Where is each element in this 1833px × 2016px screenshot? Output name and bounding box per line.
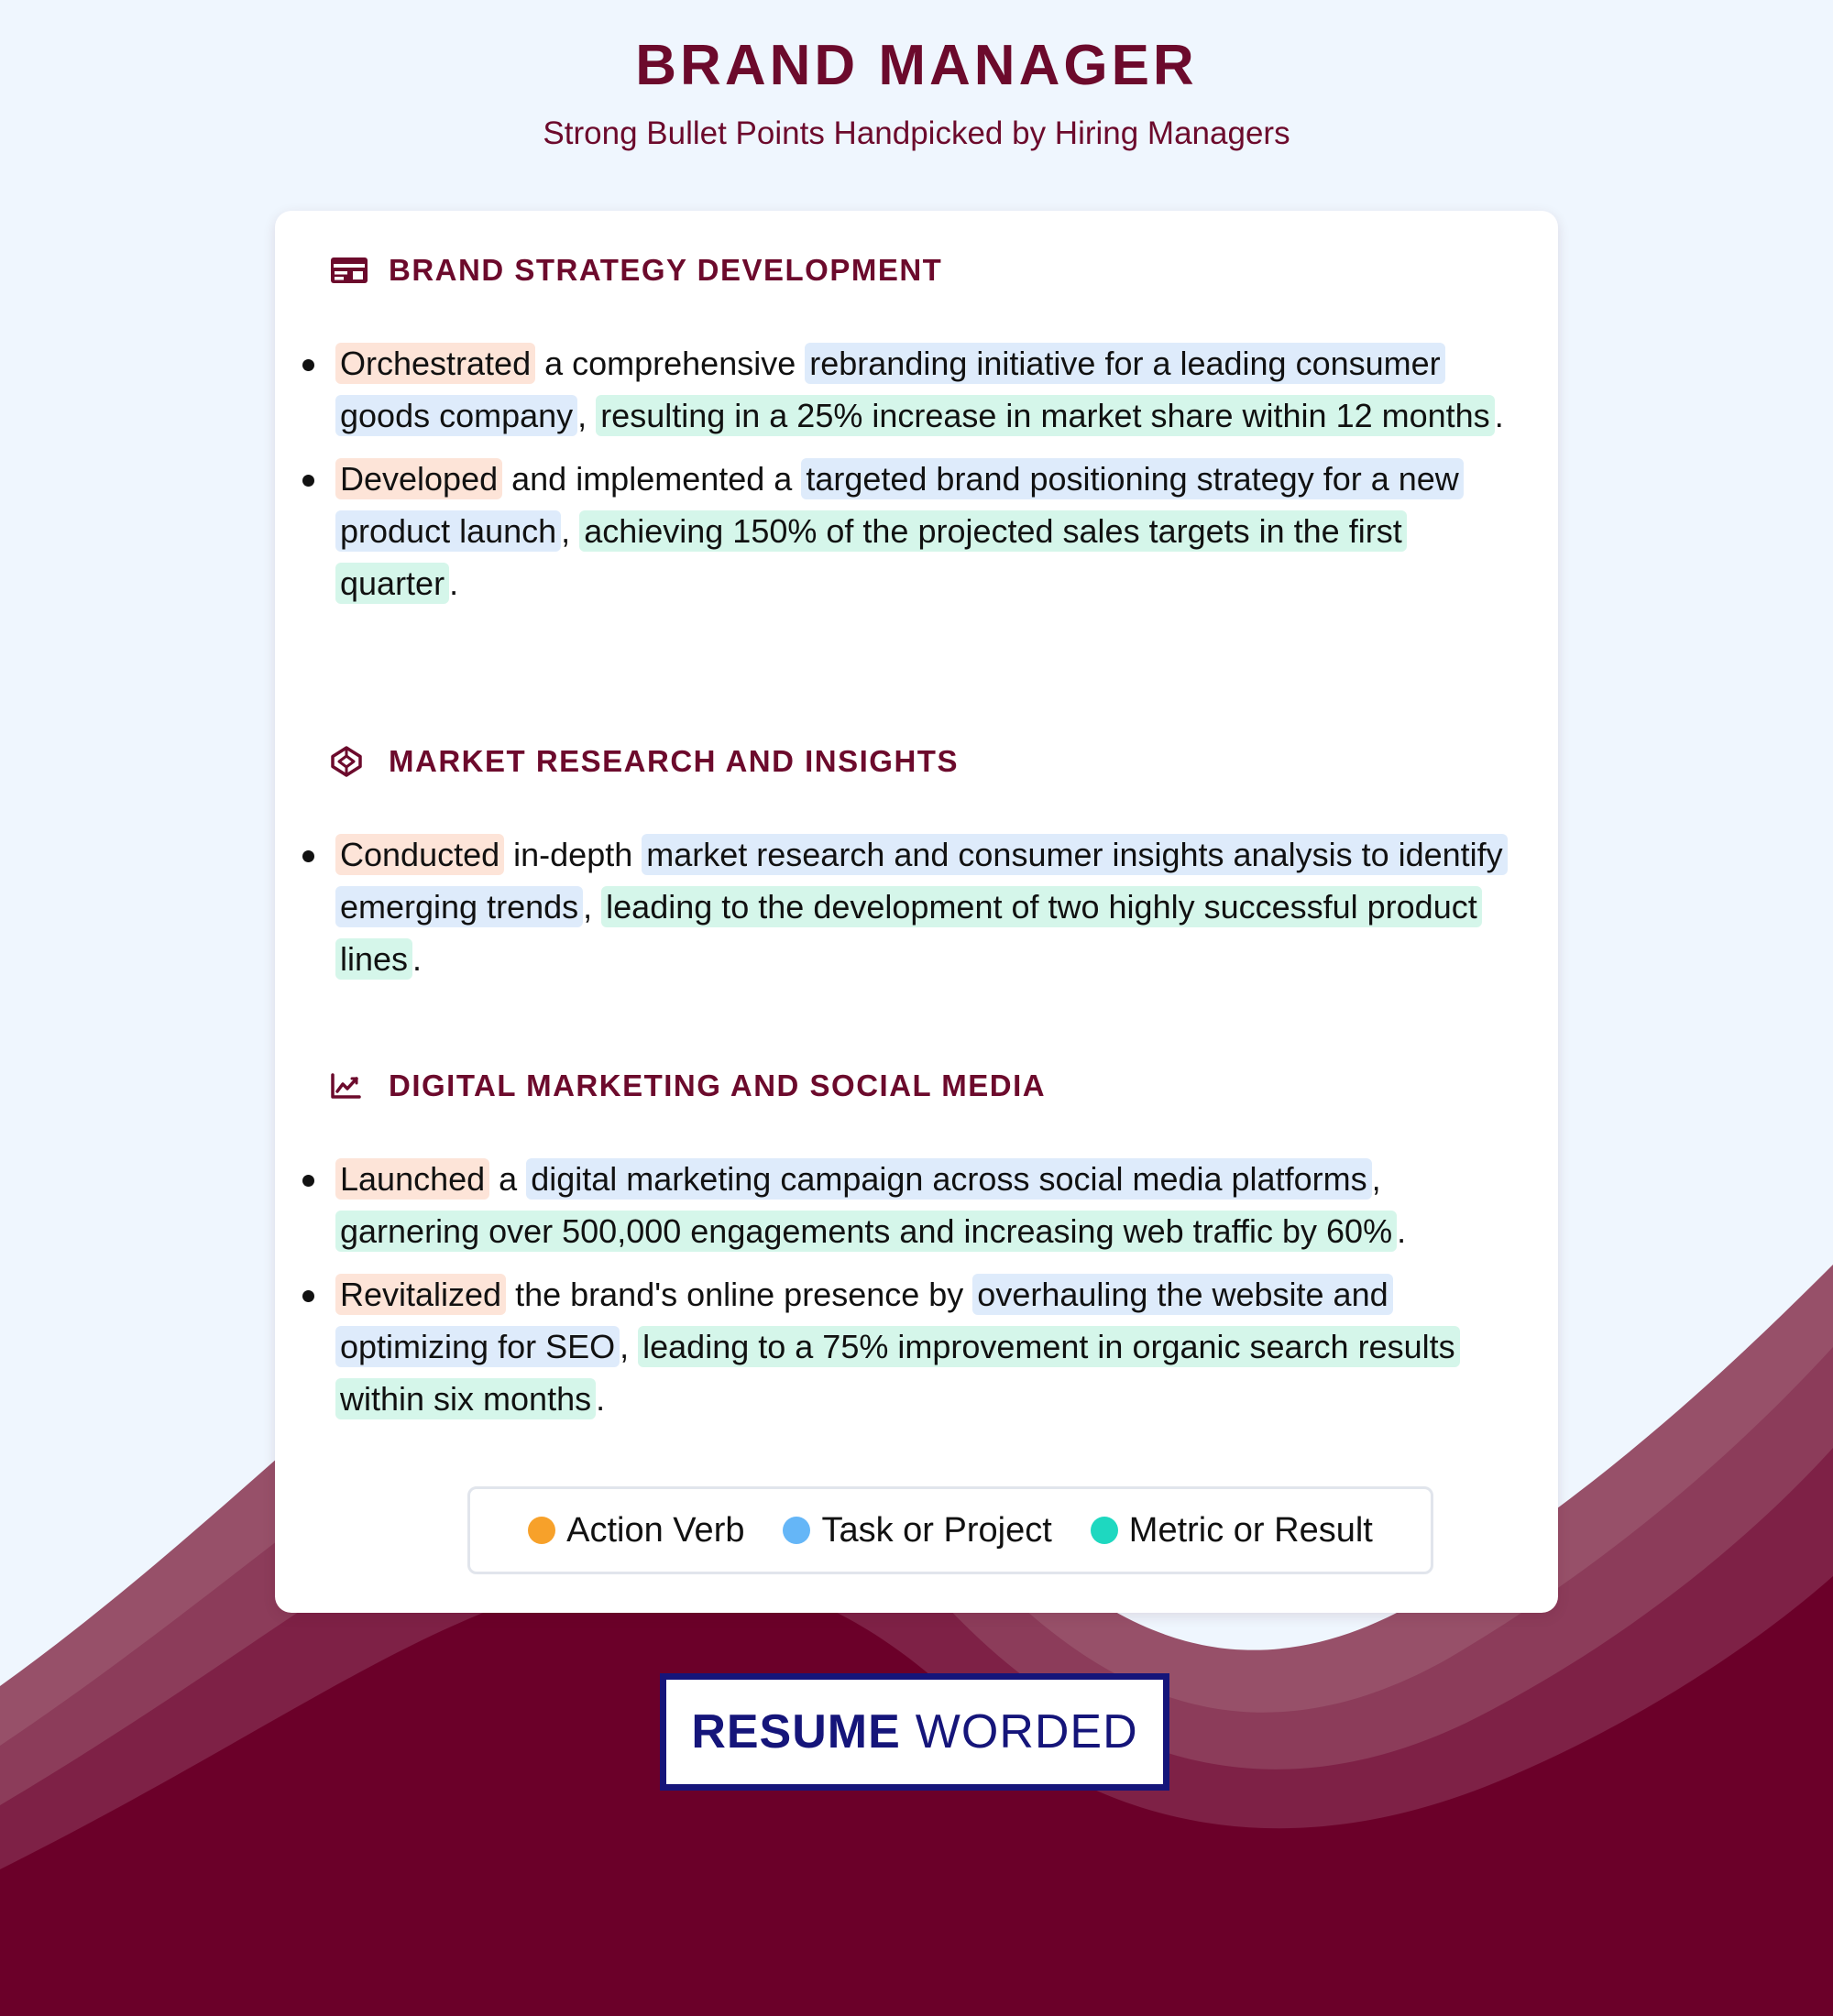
legend-label: Metric or Result <box>1128 1510 1373 1550</box>
plain-text: , <box>561 512 580 550</box>
plain-text: a <box>489 1160 527 1198</box>
legend-label: Action Verb <box>566 1510 745 1550</box>
section-digital-marketing <box>330 1063 1540 1436</box>
section-title: BRAND STRATEGY DEVELOPMENT <box>389 253 943 287</box>
section-brand-strategy <box>330 247 1540 620</box>
id-card-icon <box>330 250 370 290</box>
logo-bold-text: RESUME <box>691 1705 901 1759</box>
plain-text: , <box>583 888 602 926</box>
bullet-item <box>330 828 1527 985</box>
bullet-list <box>330 337 1540 609</box>
plain-text: , <box>577 397 597 434</box>
metric-highlight: garnering over 500,000 engagements and increasing web traffic by 60% <box>335 1211 1397 1252</box>
section-title: DIGITAL MARKETING AND SOCIAL MEDIA <box>389 1068 1047 1102</box>
section-header <box>330 739 1540 784</box>
codepen-icon <box>330 741 370 782</box>
metric-highlight: leading to the development of two highly successful product lines <box>335 886 1482 980</box>
plain-text: in-depth <box>504 836 642 873</box>
page-header <box>0 31 1833 154</box>
orange-dot-icon <box>528 1517 555 1544</box>
task-highlight: market research and consumer insights analysis to identify emerging trends <box>335 834 1508 927</box>
section-header <box>330 247 1540 293</box>
bullet-list <box>330 828 1540 985</box>
plain-text: . <box>1397 1212 1407 1250</box>
action-verb-highlight: Developed <box>335 458 502 499</box>
task-highlight: overhauling the website and optimizing for SEO <box>335 1274 1393 1367</box>
plain-text: the brand's online presence by <box>506 1276 973 1313</box>
plain-text: , <box>1371 1160 1381 1198</box>
plain-text: . <box>412 940 423 978</box>
bullet-item <box>330 1153 1527 1257</box>
plain-text: , <box>620 1328 639 1365</box>
task-highlight: digital marketing campaign across social media platforms <box>526 1158 1371 1200</box>
metric-highlight: achieving 150% of the projected sales targets in the first quarter <box>335 510 1407 604</box>
bullet-list <box>330 1153 1540 1425</box>
plain-text: . <box>596 1380 606 1418</box>
legend-label: Task or Project <box>821 1510 1052 1550</box>
page-title: BRAND MANAGER <box>635 34 1198 97</box>
teal-dot-icon <box>1091 1517 1118 1544</box>
legend-item-action-verb <box>528 1511 744 1550</box>
resume-card <box>275 211 1558 1613</box>
section-title: MARKET RESEARCH AND INSIGHTS <box>389 744 959 778</box>
blue-dot-icon <box>783 1517 810 1544</box>
bullet-item <box>330 1268 1527 1425</box>
action-verb-highlight: Launched <box>335 1158 489 1200</box>
action-verb-highlight: Conducted <box>335 834 504 875</box>
bullet-item <box>330 337 1527 442</box>
task-highlight: rebranding initiative for a leading consumer goods company <box>335 343 1445 436</box>
plain-text: . <box>449 564 459 602</box>
plain-text: and implemented a <box>502 460 802 498</box>
metric-highlight: resulting in a 25% increase in market share within 12 months <box>596 395 1495 436</box>
plain-text: . <box>1494 397 1504 434</box>
action-verb-highlight: Revitalized <box>335 1274 506 1315</box>
highlight-legend <box>467 1486 1433 1574</box>
line-chart-icon <box>330 1066 370 1106</box>
resume-worded-logo[interactable] <box>660 1673 1169 1791</box>
task-highlight: targeted brand positioning strategy for a new product launch <box>335 458 1464 552</box>
plain-text: a comprehensive <box>535 345 806 382</box>
legend-item-task <box>783 1511 1051 1550</box>
logo-light-text: WORDED <box>915 1705 1138 1759</box>
action-verb-highlight: Orchestrated <box>335 343 535 384</box>
metric-highlight: leading to a 75% improvement in organic search results within six months <box>335 1326 1460 1419</box>
bullet-item <box>330 453 1527 609</box>
page-subtitle: Strong Bullet Points Handpicked by Hiring Managers <box>543 115 1290 151</box>
section-market-research <box>330 739 1540 996</box>
section-header <box>330 1063 1540 1109</box>
legend-item-metric <box>1091 1511 1373 1550</box>
